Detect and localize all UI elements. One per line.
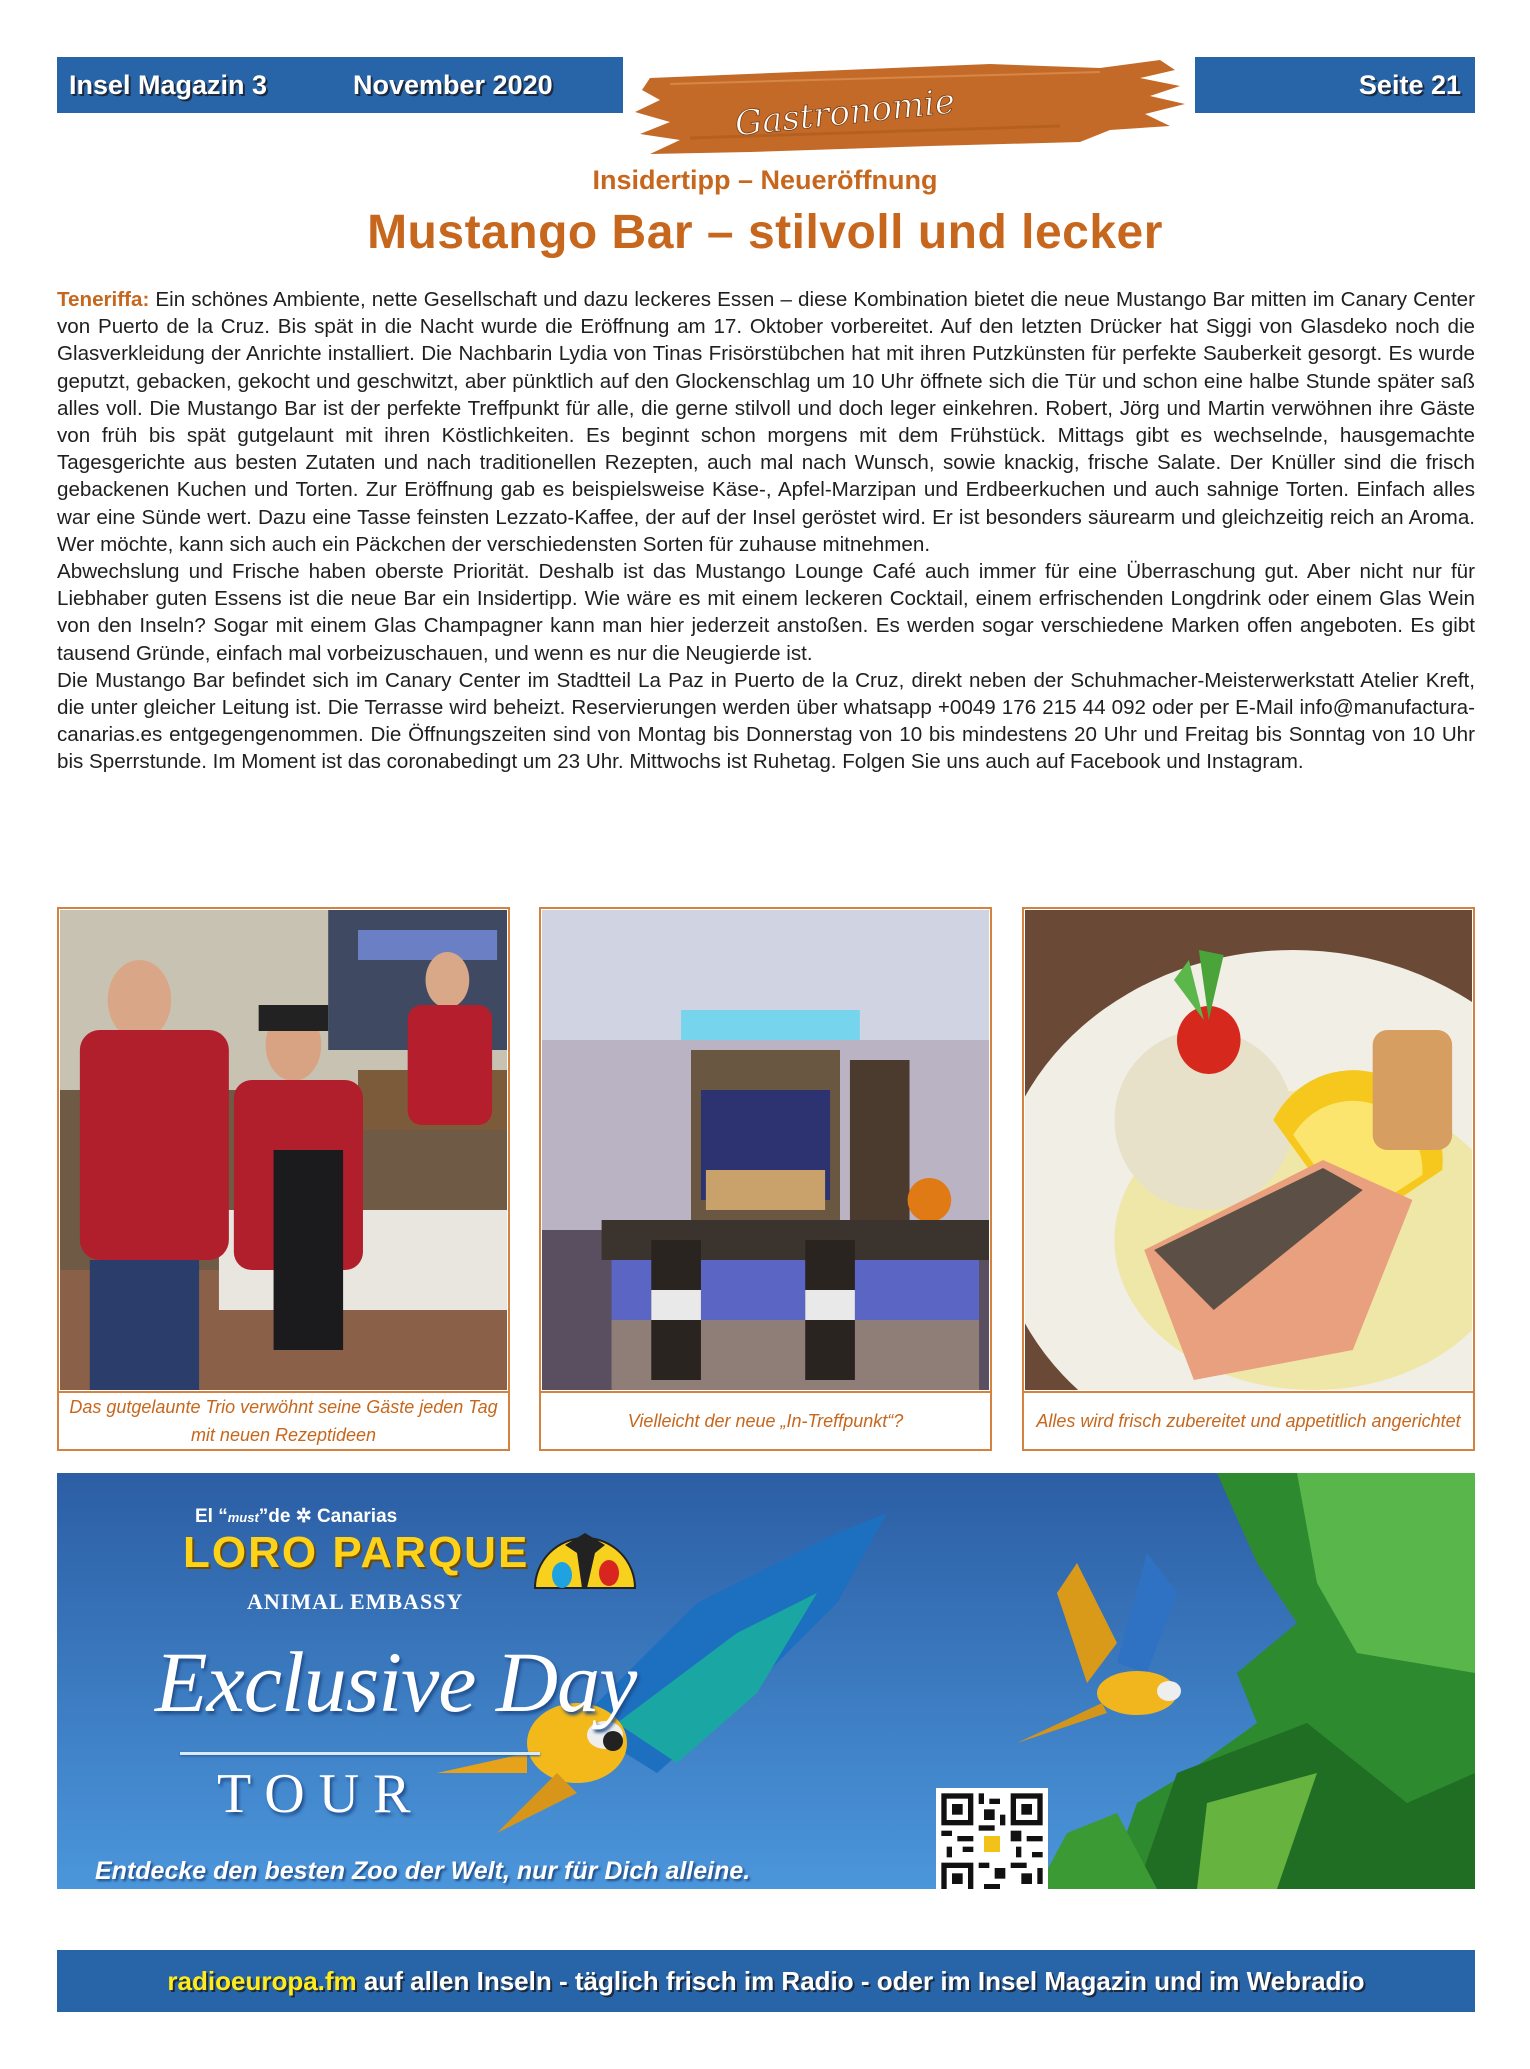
photo-caption: Das gutgelaunte Trio verwöhnt seine Gäste jeden Tag mit neuen Rezeptideen	[59, 1391, 508, 1449]
ad-subbrand: ANIMAL EMBASSY	[247, 1589, 464, 1614]
article-paragraph	[57, 286, 1475, 558]
ad-headline: Exclusive Day	[155, 1634, 637, 1730]
photo-caption: Vielleicht der neue „In-Treffpunkt“?	[541, 1391, 990, 1449]
paragraph-text: Ein schönes Ambiente, nette Gesellschaft und dazu leckeres Essen – diese Kombination bietet die neue Mustango Bar mitten im Canary Center von Puerto de la Cruz. Bis spät in die Nacht wurde die Eröffnung am 17. Oktober vorbereitet. Auf den letzten Drücker hat Siggi von Glasdeko noch die Glasverkleidung der Anrichte installiert. Die Nachbarin Lydia von Tinas Frisörstübchen hat mit ihren Putzkünsten für perfekte Sauberkeit gesorgt. Es wurde geputzt, gebacken, gekocht und geschwitzt, aber pünktlich auf den Glockenschlag um 10 Uhr öffnete sich die Tür und schon eine halbe Stunde später saß alles voll. Die Mustango Bar ist der perfekte Treffpunkt für alle, die gerne stilvoll und doch leger einkehren. Robert, Jörg und Martin verwöhnen ihre Gäste von früh bis spät gutgelaunt mit ihren Köstlichkeiten. Es beginnt schon morgens mit dem Frühstück. Mittags gibt es wechselnde, hausgemachte Tagesgerichte aus besten Zutaten und nach traditionellen Rezepten, auch mal nach Wunsch, sowie knackig, frische Salate. Der Knüller sind die frisch gebackenen Kuchen und Torten. Zur Eröffnung gab es beispielsweise Käse-, Apfel-Marzipan und Erdbeerkuchen und auch sahnige Torten. Einfach alles war eine Sünde wert. Dazu eine Tasse feinsten Lezzato-Kaffee, der auf der Insel geröstet wird. Er ist besonders säurearm und gleichzeitig reich an Aroma. Wer möchte, kann sich auch ein Päckchen der verschiedensten Sorten für zuhause mitnehmen.	[57, 288, 1475, 556]
footer-site-link[interactable]: radioeuropa.fm	[167, 1966, 357, 1996]
footer-text: auf allen Inseln - täglich frisch im Radio - oder im Insel Magazin und im Webradio	[356, 1966, 1365, 1996]
photo-card-dish	[1022, 907, 1475, 1451]
ad-divider	[180, 1752, 540, 1755]
ad-tagline: Entdecke den besten Zoo der Welt, nur für Dich alleine.	[95, 1857, 751, 1885]
issue-date: November 2020	[353, 70, 553, 100]
photo-caption: Alles wird frisch zubereitet und appetitlich angerichtet	[1024, 1391, 1473, 1449]
qr-code[interactable]	[936, 1788, 1048, 1889]
dateline-place: Teneriffa:	[57, 288, 150, 311]
section-label: Gastronomie	[732, 81, 957, 145]
section-brush-banner	[630, 56, 1190, 156]
footer-banner	[57, 1950, 1475, 2012]
photo-trio	[60, 910, 507, 1390]
photo-row	[57, 907, 1475, 1455]
ad-must-line: El “must”de ✲ Canarias	[195, 1506, 398, 1527]
photo-card-bar	[539, 907, 992, 1451]
article-title: Mustango Bar – stilvoll und lecker	[367, 206, 1163, 259]
qr-code-icon	[936, 1788, 1048, 1889]
photo-salmon-dish	[1025, 910, 1472, 1390]
article-body	[57, 286, 1475, 776]
article-paragraph: Die Mustango Bar befindet sich im Canary Center im Stadtteil La Paz in Puerto de la Cruz, direkt neben der Schuhmacher-Meisterwerkstatt Atelier Kreft, die unter gleicher Leitung ist. Die Terrasse wird beheizt. Reservierungen werden über whatsapp +0049 176 215 44 092 oder per E-Mail info@manufactura-canarias.es entgegengenommen. Die Öffnungszeiten sind von Montag bis Donnerstag von 10 bis mindestens 20 Uhr und Freitag bis Sonntag von 10 Uhr bis Sperrstunde. Im Moment ist das coronabedingt um 23 Uhr. Mittwochs ist Ruhetag. Folgen Sie uns auch auf Facebook und Instagram.	[57, 668, 1475, 774]
photo-bar-interior	[542, 910, 989, 1390]
page-number: Seite 21	[1358, 70, 1461, 100]
photo-card-trio	[57, 907, 510, 1451]
ad-subheadline: TOUR	[217, 1763, 425, 1825]
article-paragraph: Abwechslung und Frische haben oberste Priorität. Deshalb ist das Mustango Lounge Café auch immer für eine Überraschung gut. Aber nicht nur für Liebhaber guten Essens ist die neue Bar ein Insidertipp. Wie wäre es mit einem leckeren Cocktail, einem erfrischenden Longdrink oder einem Glas Wein von den Inseln? Sogar mit einem Glas Champagner kann man hier jederzeit anstoßen. Es werden sogar verschiedene Marken offen angeboten. Es gibt tausend Gründe, einfach mal vorbeizuschauen, und wenn es nur die Neugierde ist.	[57, 560, 1475, 665]
header-issue-bar	[57, 57, 623, 113]
ad-brand: LORO PARQUE	[183, 1528, 530, 1577]
article-kicker: Insidertipp – Neueröffnung	[592, 165, 938, 195]
magazine-name: Insel Magazin 3	[69, 70, 268, 100]
header-page-bar	[1195, 57, 1475, 113]
